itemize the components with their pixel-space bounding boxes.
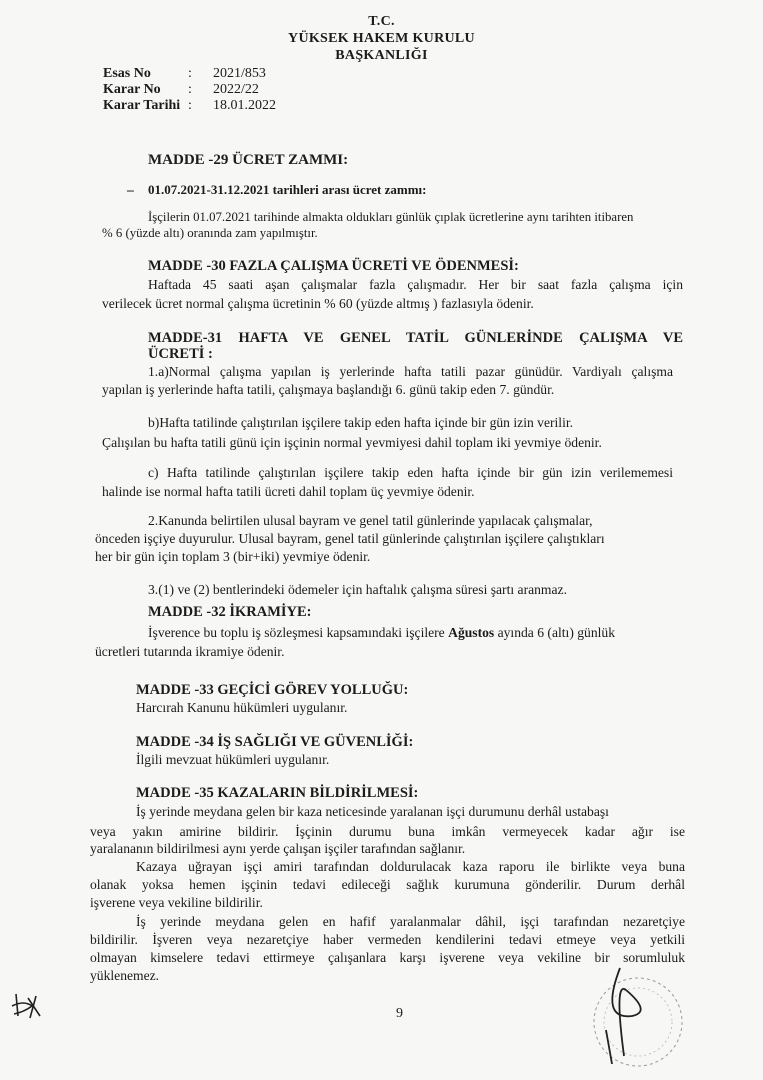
case-metadata: Esas No : 2021/853 Karar No : 2022/22 Karar Tarihi : 18.01.2022 [103,66,276,113]
madde-35-line10: yüklenemez. [90,968,160,983]
header-tc: T.C. [368,14,395,29]
madde-35-line2: veya yakın amirine bildirir. İşçinin durumu buna imkân vermeyecek kadar ağır ise [90,824,685,839]
signature-stamp [560,960,700,1070]
karar-tarihi-value: 18.01.2022 [213,98,276,113]
karar-tarihi-label: Karar Tarihi [103,98,181,113]
madde-31-b-line1: b)Hafta tatilinde çalıştırılan işçilere takip eden hafta içinde bir gün izin verilir. [148,415,574,430]
madde-34-line1: İlgili mevzuat hükümleri uygulanır. [136,752,330,767]
madde-30-line2: verilecek ücret normal çalışma ücretinin % 60 (yüzde altmış ) fazlasıyla ödenir. [102,296,534,311]
esas-label: Esas No [103,66,151,81]
madde-30-line1: Haftada 45 saati aşan çalışmalar fazla çalışmadır. Her bir saat fazla çalışma için [148,277,683,292]
month-highlight: Ağustos [448,625,495,640]
madde-35-line6: işverene veya vekiline bildirilir. [90,895,263,910]
madde-33-title: MADDE -33 GEÇİCİ GÖREV YOLLUĞU: [136,682,409,698]
madde-31-title-line1: MADDE-31 HAFTA VE GENEL TATİL GÜNLERİNDE ÇALIŞMA VE [148,330,683,346]
karar-value: 2022/22 [213,82,259,97]
madde-31-c-line1: c) Hafta tatilinde çalıştırılan işçilere takip eden hafta içinde bir gün izin verilememesi [148,465,673,480]
initials-mark [10,990,46,1020]
madde-29-bullet: – [127,182,134,197]
madde-29-title: MADDE -29 ÜCRET ZAMMI: [148,152,349,168]
madde-35-line4: Kazaya uğrayan işçi amiri tarafından doldurulacak kaza raporu ile birlikte veya buna [136,859,685,874]
madde-33-line1: Harcırah Kanunu hükümleri uygulanır. [136,700,348,715]
esas-value: 2021/853 [213,66,266,81]
madde-31-d-line3: her bir gün için toplam 3 (bir+iki) yevmiye ödenir. [95,549,371,564]
madde-31-a-line2: yapılan iş yerlerinde hafta tatili, çalışmaya başlandığı 6. günü takip eden 7. gündür. [102,382,555,397]
madde-31-title-line2: ÜCRETİ : [148,346,213,362]
header-kurul: YÜKSEK HAKEM KURULU [288,31,475,46]
madde-35-line9: olmayan kimselere tedavi ettirmeye çalışanlara karşı işverene veya vekiline bir sorumluluk [90,950,685,965]
madde-31-d-line1: 2.Kanunda belirtilen ulusal bayram ve genel tatil günlerinde yapılacak çalışmalar, [148,513,593,528]
madde-35-line5: olanak yoksa hemen işçinin tedavi edileceği sağlık kurumuna gönderilir. Durum derhâl [90,877,685,892]
karar-label: Karar No [103,82,161,97]
madde-29-para-line1: İşçilerin 01.07.2021 tarihinde almakta oldukları günlük çıplak ücretlerine aynı tarihten itibaren [148,210,634,224]
madde-35-line1: İş yerinde meydana gelen bir kaza neticesinde yaralanan işçi durumunu derhâl ustabaşı [136,804,609,819]
madde-31-b-line2: Çalışılan bu hafta tatili günü için işçinin normal yevmiyesi dahil toplam iki yevmiye ödenir. [102,435,602,450]
madde-31-d-line2: önceden işçiye duyurulur. Ulusal bayram, genel tatil günlerinde çalıştırılan işçilere çalıştıkları [95,531,605,546]
madde-31-e-line1: 3.(1) ve (2) bentlerindeki ödemeler için haftalık çalışma süresi şartı aranmaz. [148,582,567,597]
header-baskanlik: BAŞKANLIĞI [335,48,428,63]
madde-29-subtitle: 01.07.2021-31.12.2021 tarihleri arası ücret zammı: [148,182,427,197]
madde-32-line1: İşverence bu toplu iş sözleşmesi kapsamındaki işçilere Ağustos ayında 6 (altı) günlük [148,625,616,640]
madde-31-c-line2: halinde ise normal hafta tatili ücreti dahil toplam üç yevmiye ödenir. [102,484,475,499]
madde-35-line7: İş yerinde meydana gelen en hafif yaralanmalar dâhil, işçi tarafından nezaretçiye [136,914,685,929]
madde-31-a-line1: 1.a)Normal çalışma yapılan iş yerlerinde hafta tatili pazar günüdür. Vardiyalı çalışma [148,364,673,379]
madde-35-title: MADDE -35 KAZALARIN BİLDİRİLMESİ: [136,785,419,801]
madde-32-line2: ücretleri tutarında ikramiye ödenir. [95,644,285,659]
page-number: 9 [396,1006,403,1021]
madde-32-title: MADDE -32 İKRAMİYE: [148,604,312,620]
madde-35-line8: bildirilir. İşveren veya nezaretçiye haber vermeden kendilerini tedavi etmeye veya yetkili [90,932,685,947]
madde-34-title: MADDE -34 İŞ SAĞLIĞI VE GÜVENLİĞİ: [136,734,414,750]
madde-29-para-line2: % 6 (yüzde altı) oranında zam yapılmıştır. [102,226,318,240]
madde-35-line3: yaralananın bildirilmesi aynı yerde çalışan işçiler tarafından sağlanır. [90,841,466,856]
madde-30-title: MADDE -30 FAZLA ÇALIŞMA ÜCRETİ VE ÖDENMESİ: [148,258,519,274]
